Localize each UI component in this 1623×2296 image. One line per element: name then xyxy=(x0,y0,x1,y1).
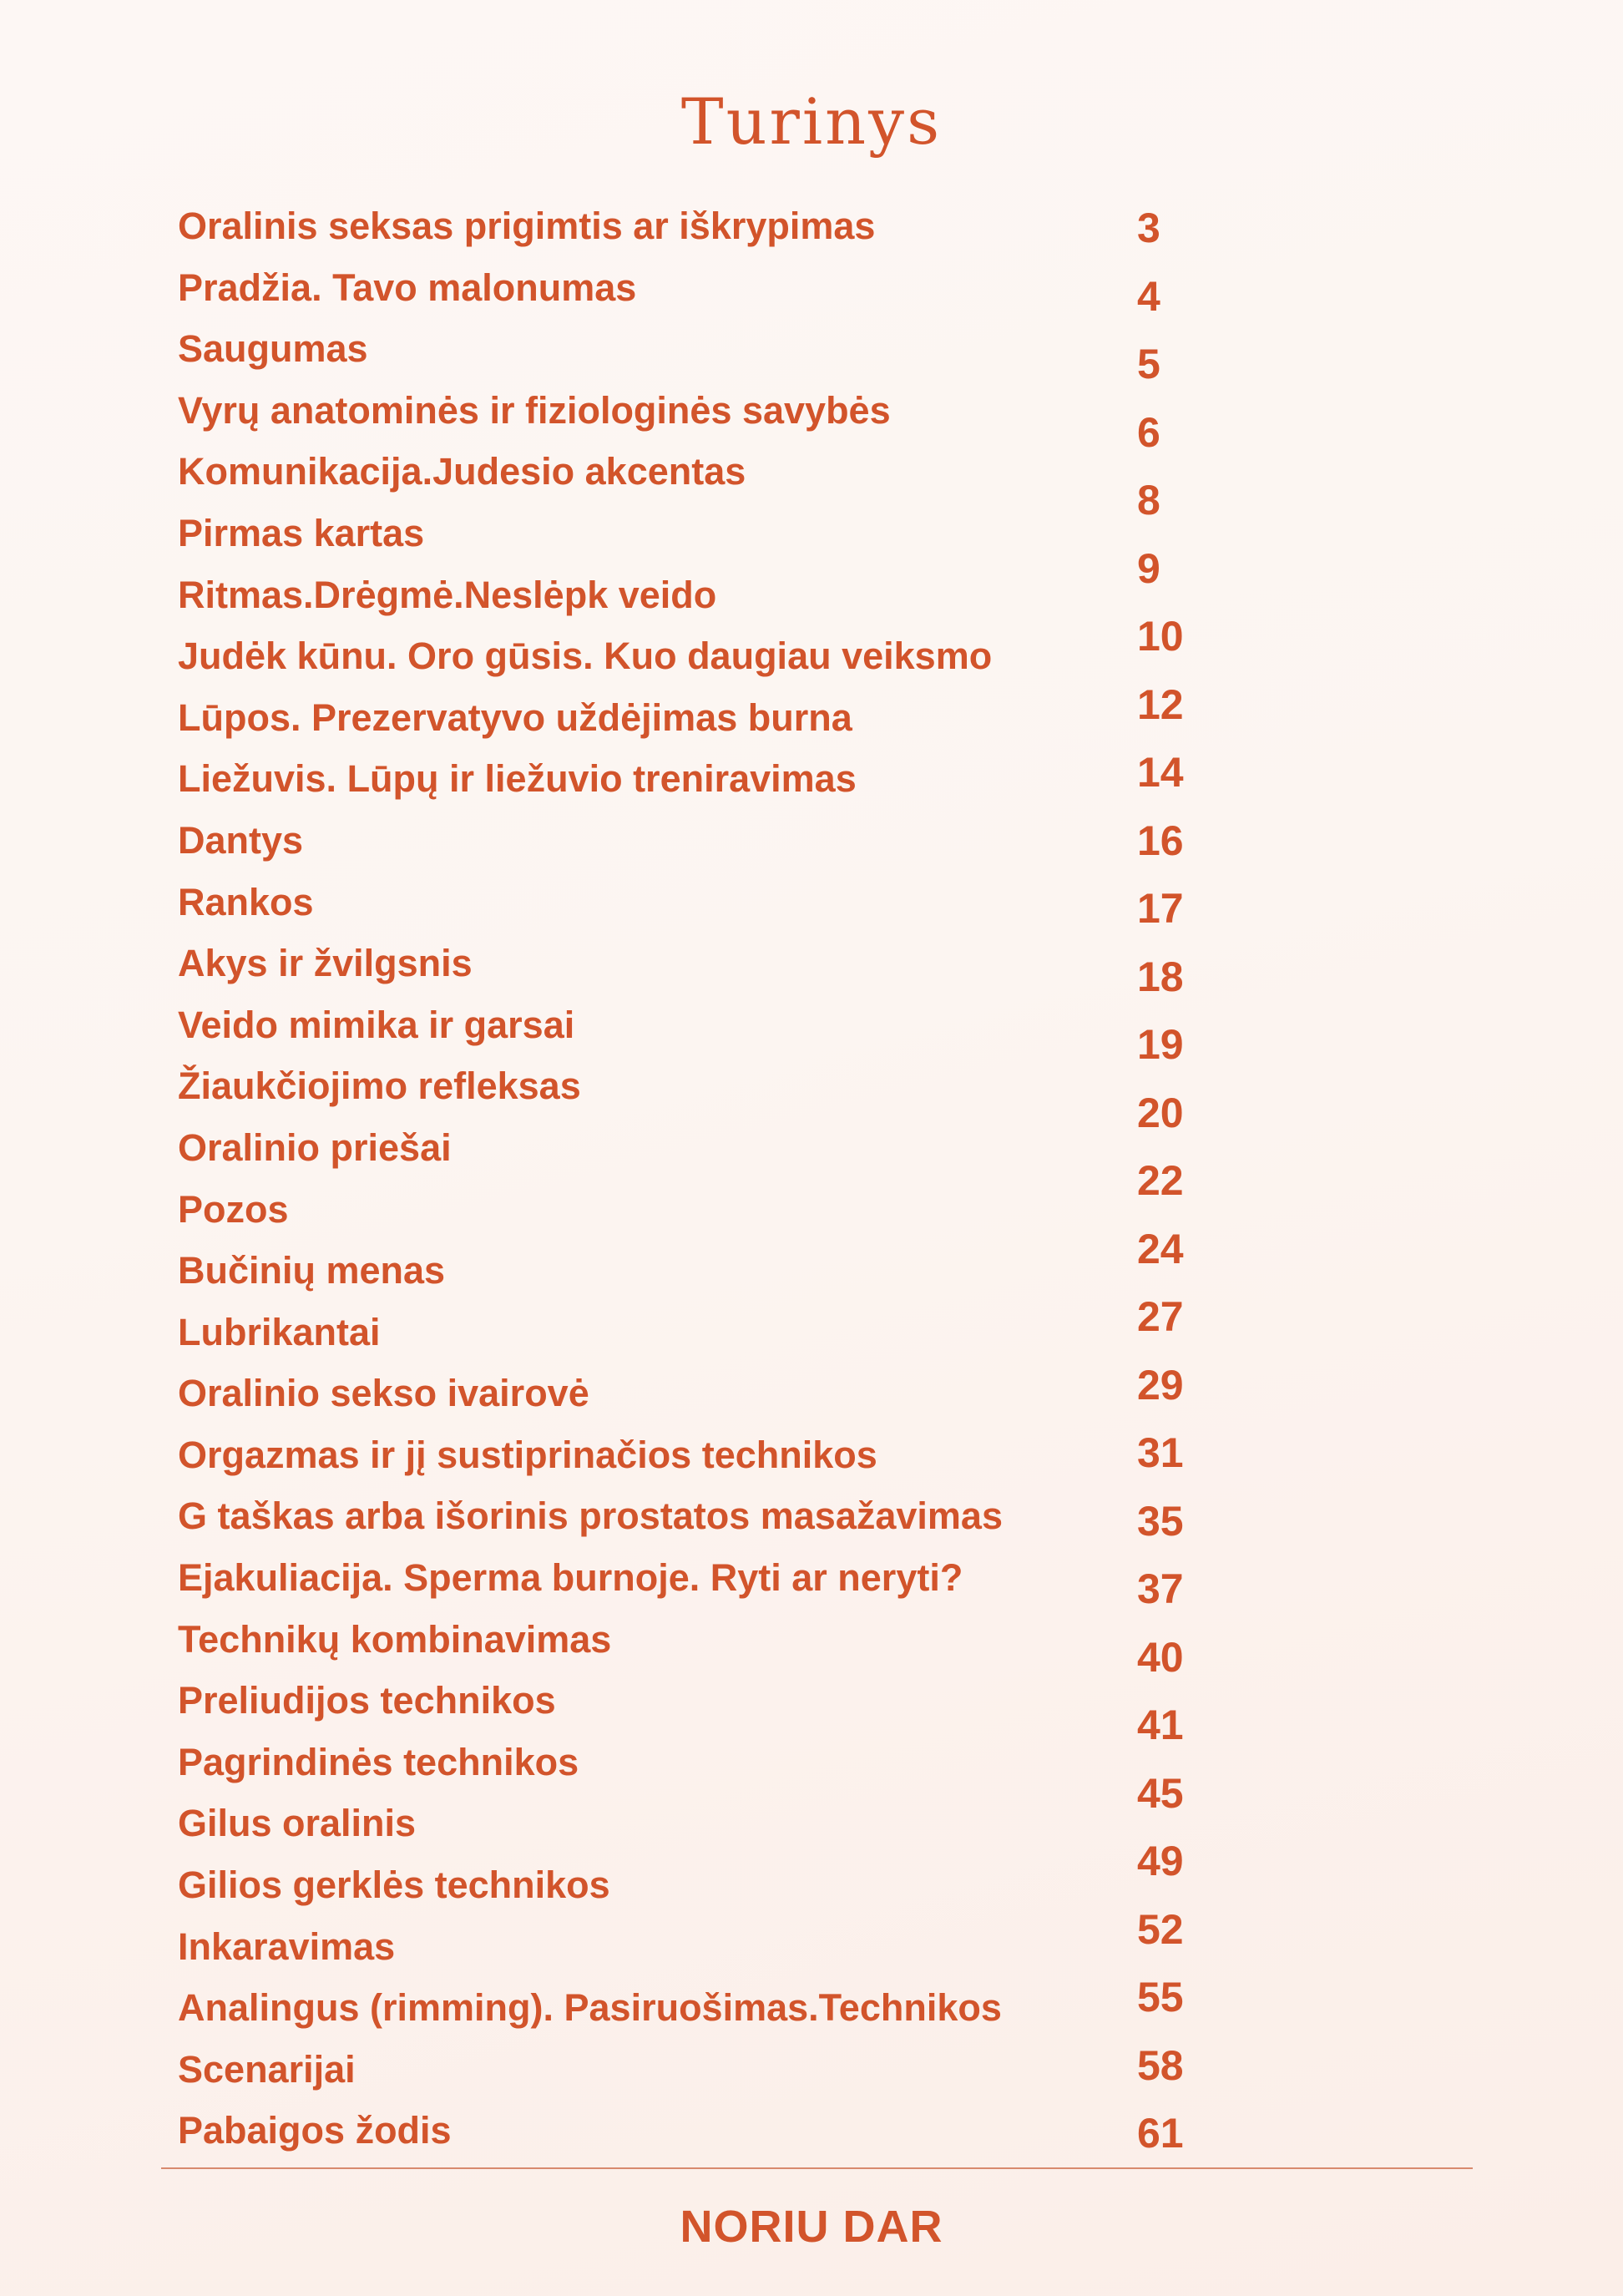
brand-logo-o: O xyxy=(713,2197,749,2256)
toc-page-number[interactable]: 35 xyxy=(1137,1497,1184,1545)
toc-page-number[interactable]: 9 xyxy=(1137,544,1160,592)
toc-title[interactable]: Pradžia. Tavo malonumas xyxy=(178,266,637,309)
toc-page-number[interactable]: 45 xyxy=(1137,1769,1184,1817)
toc-title[interactable]: Ritmas.Drėgmė.Neslėpk veido xyxy=(178,573,717,616)
toc-page-number[interactable]: 22 xyxy=(1137,1157,1184,1204)
toc-page-number[interactable]: 4 xyxy=(1137,272,1160,320)
toc-title[interactable]: Lūpos. Prezervatyvo uždėjimas burna xyxy=(178,695,852,739)
toc-titles-list xyxy=(178,201,1121,2167)
toc-page-number[interactable]: 40 xyxy=(1137,1633,1184,1681)
toc-title[interactable]: Dantys xyxy=(178,818,304,862)
toc-title[interactable]: Gilios gerklės technikos xyxy=(178,1864,610,1907)
toc-title[interactable]: Komunikacija.Judesio akcentas xyxy=(178,450,746,493)
toc-title[interactable]: Vyrų anatominės ir fiziologinės savybės xyxy=(178,388,891,432)
toc-title[interactable]: Žiaukčiojimo refleksas xyxy=(178,1065,581,1108)
toc-page-number[interactable]: 24 xyxy=(1137,1225,1184,1272)
toc-page-number[interactable]: 37 xyxy=(1137,1565,1184,1612)
toc-page-number[interactable]: 17 xyxy=(1137,885,1184,932)
toc-pages-list xyxy=(1137,203,1254,2177)
toc-page-number[interactable]: 41 xyxy=(1137,1702,1184,1748)
toc-title[interactable]: Orgazmas ir jį sustiprinačios technikos xyxy=(178,1433,877,1476)
toc-page-number[interactable]: 55 xyxy=(1137,1974,1184,2020)
page-title: Turinys xyxy=(680,84,943,159)
toc-page-number[interactable]: 8 xyxy=(1137,477,1160,523)
toc-page-number[interactable]: 16 xyxy=(1137,817,1184,864)
toc-page-number[interactable]: 29 xyxy=(1137,1361,1184,1408)
toc-page-number[interactable]: 27 xyxy=(1137,1293,1184,1340)
toc-title[interactable]: Inkaravimas xyxy=(178,1924,396,1968)
toc-title[interactable]: Pagrindinės technikos xyxy=(178,1740,579,1783)
toc-page-number[interactable]: 5 xyxy=(1137,341,1160,387)
toc-title[interactable]: Liežuvis. Lūpų ir liežuvio treniravimas xyxy=(178,757,857,801)
toc-page-number[interactable]: 19 xyxy=(1137,1021,1184,1068)
toc-page-number[interactable]: 14 xyxy=(1137,749,1184,796)
toc-title[interactable]: Technikų kombinavimas xyxy=(178,1617,612,1661)
toc-title[interactable]: Akys ir žvilgsnis xyxy=(178,942,473,985)
toc-title[interactable]: Veido mimika ir garsai xyxy=(178,1003,575,1046)
toc-page-number[interactable]: 58 xyxy=(1137,2041,1184,2089)
toc-page-number[interactable]: 12 xyxy=(1137,680,1184,728)
toc-title[interactable]: Scenarijai xyxy=(178,2047,356,2091)
toc-page-number[interactable]: 3 xyxy=(1137,205,1160,251)
toc-title[interactable]: Pabaigos žodis xyxy=(178,2109,452,2152)
toc-page-number[interactable]: 10 xyxy=(1137,613,1184,660)
toc-title[interactable]: Rankos xyxy=(178,880,314,923)
toc-title[interactable]: Gilus oralinis xyxy=(178,1802,417,1845)
brand-logo-text: RIU DAR xyxy=(749,2202,943,2252)
toc-title[interactable]: G taškas arba išorinis prostatos masažavimas xyxy=(178,1494,1003,1538)
toc-title[interactable]: Bučinių menas xyxy=(178,1249,446,1292)
toc-title[interactable]: Lubrikantai xyxy=(178,1310,381,1353)
toc-title[interactable]: Saugumas xyxy=(178,327,368,371)
toc-page-number[interactable]: 61 xyxy=(1137,2110,1184,2157)
brand-logo xyxy=(0,2197,1623,2256)
toc-page-number[interactable]: 6 xyxy=(1137,408,1160,456)
toc-title[interactable]: Analingus (rimming). Pasiruošimas.Technikos xyxy=(178,1986,1002,2030)
toc-page-number[interactable]: 49 xyxy=(1137,1838,1184,1884)
toc-title[interactable]: Oralinio sekso ivairovė xyxy=(178,1372,589,1415)
toc-page-number[interactable]: 18 xyxy=(1137,953,1184,1000)
toc-title[interactable]: Judėk kūnu. Oro gūsis. Kuo daugiau veiksmo xyxy=(178,635,993,678)
toc-title[interactable]: Pozos xyxy=(178,1187,289,1231)
toc-title[interactable]: Oralinis seksas prigimtis ar iškrypimas xyxy=(178,205,876,247)
toc-page-number[interactable]: 31 xyxy=(1137,1429,1184,1476)
footer-divider xyxy=(161,2167,1473,2169)
toc-page-number[interactable]: 52 xyxy=(1137,1905,1184,1953)
toc-title[interactable]: Oralinio priešai xyxy=(178,1125,452,1169)
toc-title[interactable]: Preliudijos technikos xyxy=(178,1679,556,1722)
toc-title[interactable]: Ejakuliacija. Sperma burnoje. Ryti ar neryti? xyxy=(178,1556,963,1600)
toc-title[interactable]: Pirmas kartas xyxy=(178,511,425,554)
toc-page-number[interactable]: 20 xyxy=(1137,1089,1184,1136)
brand-logo-text: N xyxy=(680,2202,714,2252)
